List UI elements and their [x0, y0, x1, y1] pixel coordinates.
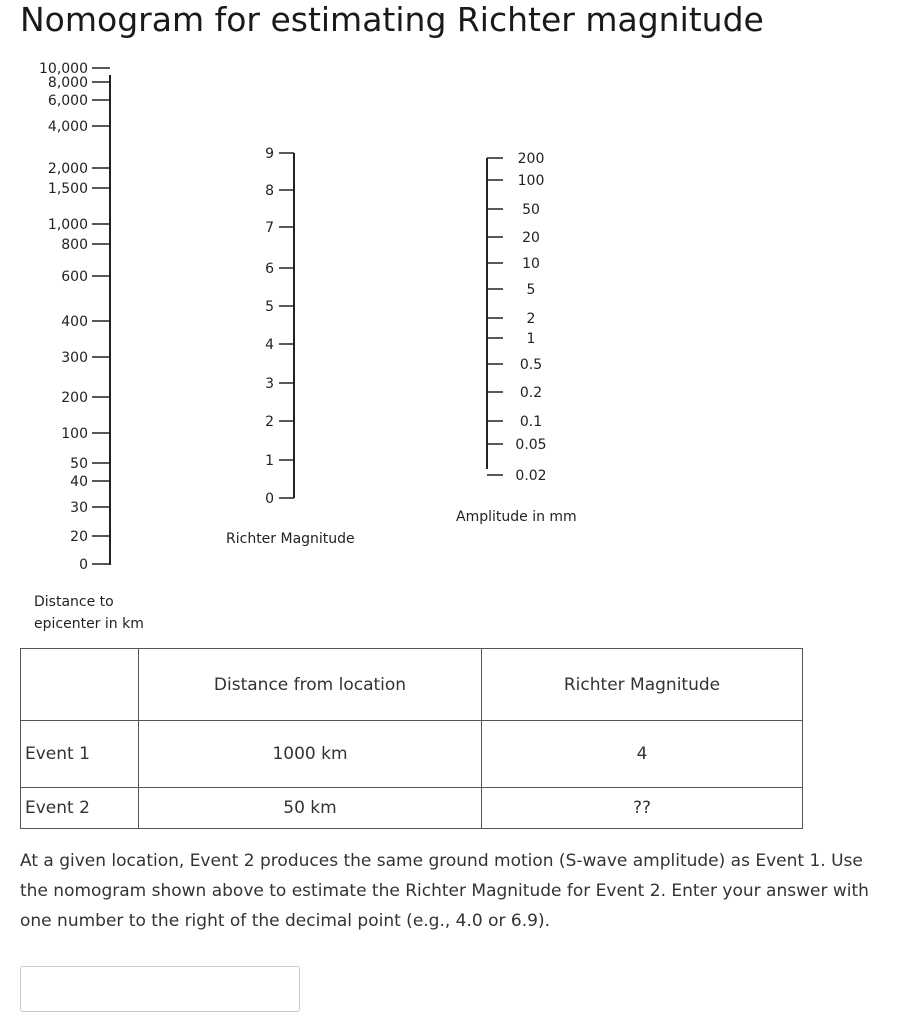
scale-tick-label: 400	[61, 314, 88, 330]
scale-tick-label: 0.02	[515, 468, 547, 484]
table-row	[21, 787, 803, 828]
scale-tick-label: 5	[265, 299, 274, 315]
scale-tick-label: 800	[61, 237, 88, 253]
amplitude-ticks	[487, 151, 547, 484]
event-magnitude: ??	[482, 787, 803, 828]
scale-tick-label: 0.5	[519, 357, 543, 373]
scale-tick-label: 2,000	[47, 161, 88, 177]
events-table	[20, 648, 803, 829]
scale-tick-label: 0.2	[519, 385, 543, 401]
magnitude-label: Richter Magnitude	[226, 531, 355, 547]
scale-tick-label: 40	[70, 474, 88, 490]
event-name: Event 1	[21, 721, 139, 787]
scale-tick-label: 6,000	[47, 93, 88, 109]
event-distance: 1000 km	[139, 721, 482, 787]
scale-tick-label: 100	[61, 426, 88, 442]
scale-tick-label: 0	[79, 557, 88, 573]
magnitude-scale	[226, 146, 355, 547]
scale-tick-label: 5	[526, 282, 536, 298]
scale-tick-label: 1	[265, 453, 274, 469]
event-magnitude: 4	[482, 721, 803, 787]
page-title: Nomogram for estimating Richter magnitude	[20, 0, 764, 39]
scale-tick-label: 1,000	[47, 217, 88, 233]
scale-tick-label: 1,500	[47, 181, 88, 197]
table-header-magnitude: Richter Magnitude	[482, 649, 803, 721]
distance-scale	[34, 61, 144, 632]
scale-tick-label: 300	[61, 350, 88, 366]
scale-tick-label: 50	[522, 202, 540, 218]
scale-tick-label: 30	[70, 500, 88, 516]
scale-tick-label: 7	[265, 220, 274, 236]
distance-label-line2: epicenter in km	[34, 616, 144, 632]
distance-ticks	[39, 61, 110, 573]
question-text: At a given location, Event 2 produces the same ground motion (S-wave amplitude) as Event 1. Use the nomogram shown above to estimate the Richter Magnitude for Event 2. Enter your answer with one number to the right of the decimal point (e.g., 4.0 or 6.9).	[20, 851, 869, 931]
scale-tick-label: 600	[61, 269, 88, 285]
answer-input[interactable]	[20, 966, 300, 1012]
table-header-row	[21, 649, 803, 721]
scale-tick-label: 2	[265, 414, 274, 430]
scale-tick-label: 100	[517, 173, 545, 189]
amplitude-scale	[456, 151, 577, 525]
event-name: Event 2	[21, 787, 139, 828]
scale-tick-label: 0	[265, 491, 274, 507]
scale-tick-label: 6	[265, 261, 274, 277]
event-distance: 50 km	[139, 787, 482, 828]
scale-tick-label: 0.05	[515, 437, 547, 453]
scale-tick-label: 3	[265, 376, 274, 392]
scale-tick-label: 10,000	[39, 61, 88, 77]
scale-tick-label: 20	[70, 529, 88, 545]
scale-tick-label: 8,000	[47, 75, 88, 91]
scale-tick-label: 0.1	[519, 414, 543, 430]
scale-tick-label: 2	[526, 311, 536, 327]
scale-tick-label: 200	[61, 390, 88, 406]
magnitude-ticks	[265, 146, 294, 507]
scale-tick-label: 20	[522, 230, 540, 246]
scale-tick-label: 8	[265, 183, 274, 199]
scale-tick-label: 4,000	[47, 119, 88, 135]
scale-tick-label: 9	[265, 146, 274, 162]
distance-label-line1: Distance to	[34, 594, 114, 610]
scale-tick-label: 10	[522, 256, 540, 272]
table-header-distance: Distance from location	[139, 649, 482, 721]
table-header-cell	[21, 649, 139, 721]
amplitude-label: Amplitude in mm	[456, 509, 577, 525]
scale-tick-label: 50	[70, 456, 88, 472]
scale-tick-label: 1	[526, 331, 536, 347]
nomogram-diagram	[0, 40, 909, 640]
scale-tick-label: 200	[517, 151, 545, 167]
scale-tick-label: 4	[265, 337, 274, 353]
table-row	[21, 721, 803, 787]
